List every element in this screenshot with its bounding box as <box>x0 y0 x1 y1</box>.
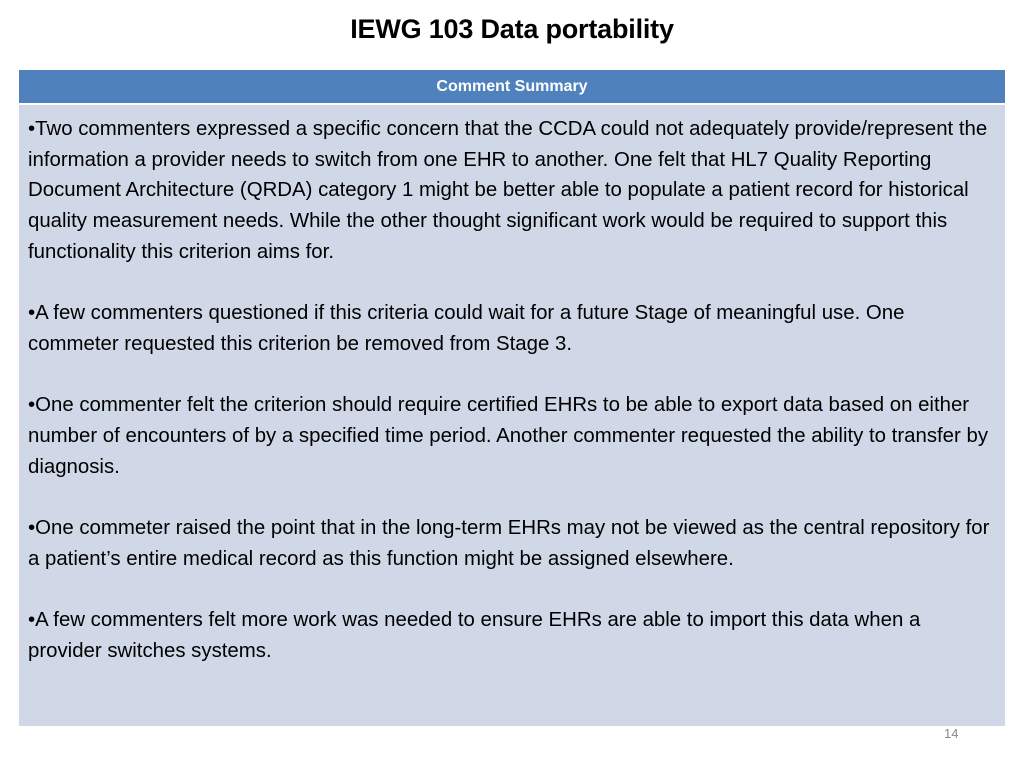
comment-summary-table <box>18 69 1006 726</box>
table-header: Comment Summary <box>19 70 1005 105</box>
bullet-item: •Two commenters expressed a specific concern that the CCDA could not adequately provide/represent the information a provider needs to switch from one EHR to another. One felt that HL7 Quality Reporting Document Architecture (QRDA) category 1 might be better able to populate a patient record for historical quality measurement needs. While the other thought significant work would be required to support this functionality this criterion aims for. <box>28 118 988 263</box>
bullet-item: •One commenter felt the criterion should require certified EHRs to be able to export data based on either number of encounters of by a specified time period. Another commenter requested the ability to transfer by diagnosis. <box>28 394 989 478</box>
page-number: 14 <box>944 726 959 741</box>
bullet-item: •A few commenters questioned if this criteria could wait for a future Stage of meaningful use. One commeter requested this criterion be removed from Stage 3. <box>28 302 905 355</box>
bullet-item: •A few commenters felt more work was needed to ensure EHRs are able to import this data when a provider switches systems. <box>28 609 921 662</box>
slide-title: IEWG 103 Data portability <box>350 14 674 44</box>
table-body <box>19 105 1005 726</box>
bullet-item: •One commeter raised the point that in the long-term EHRs may not be viewed as the central repository for a patient’s entire medical record as this function might be assigned elsewhere. <box>28 517 990 570</box>
